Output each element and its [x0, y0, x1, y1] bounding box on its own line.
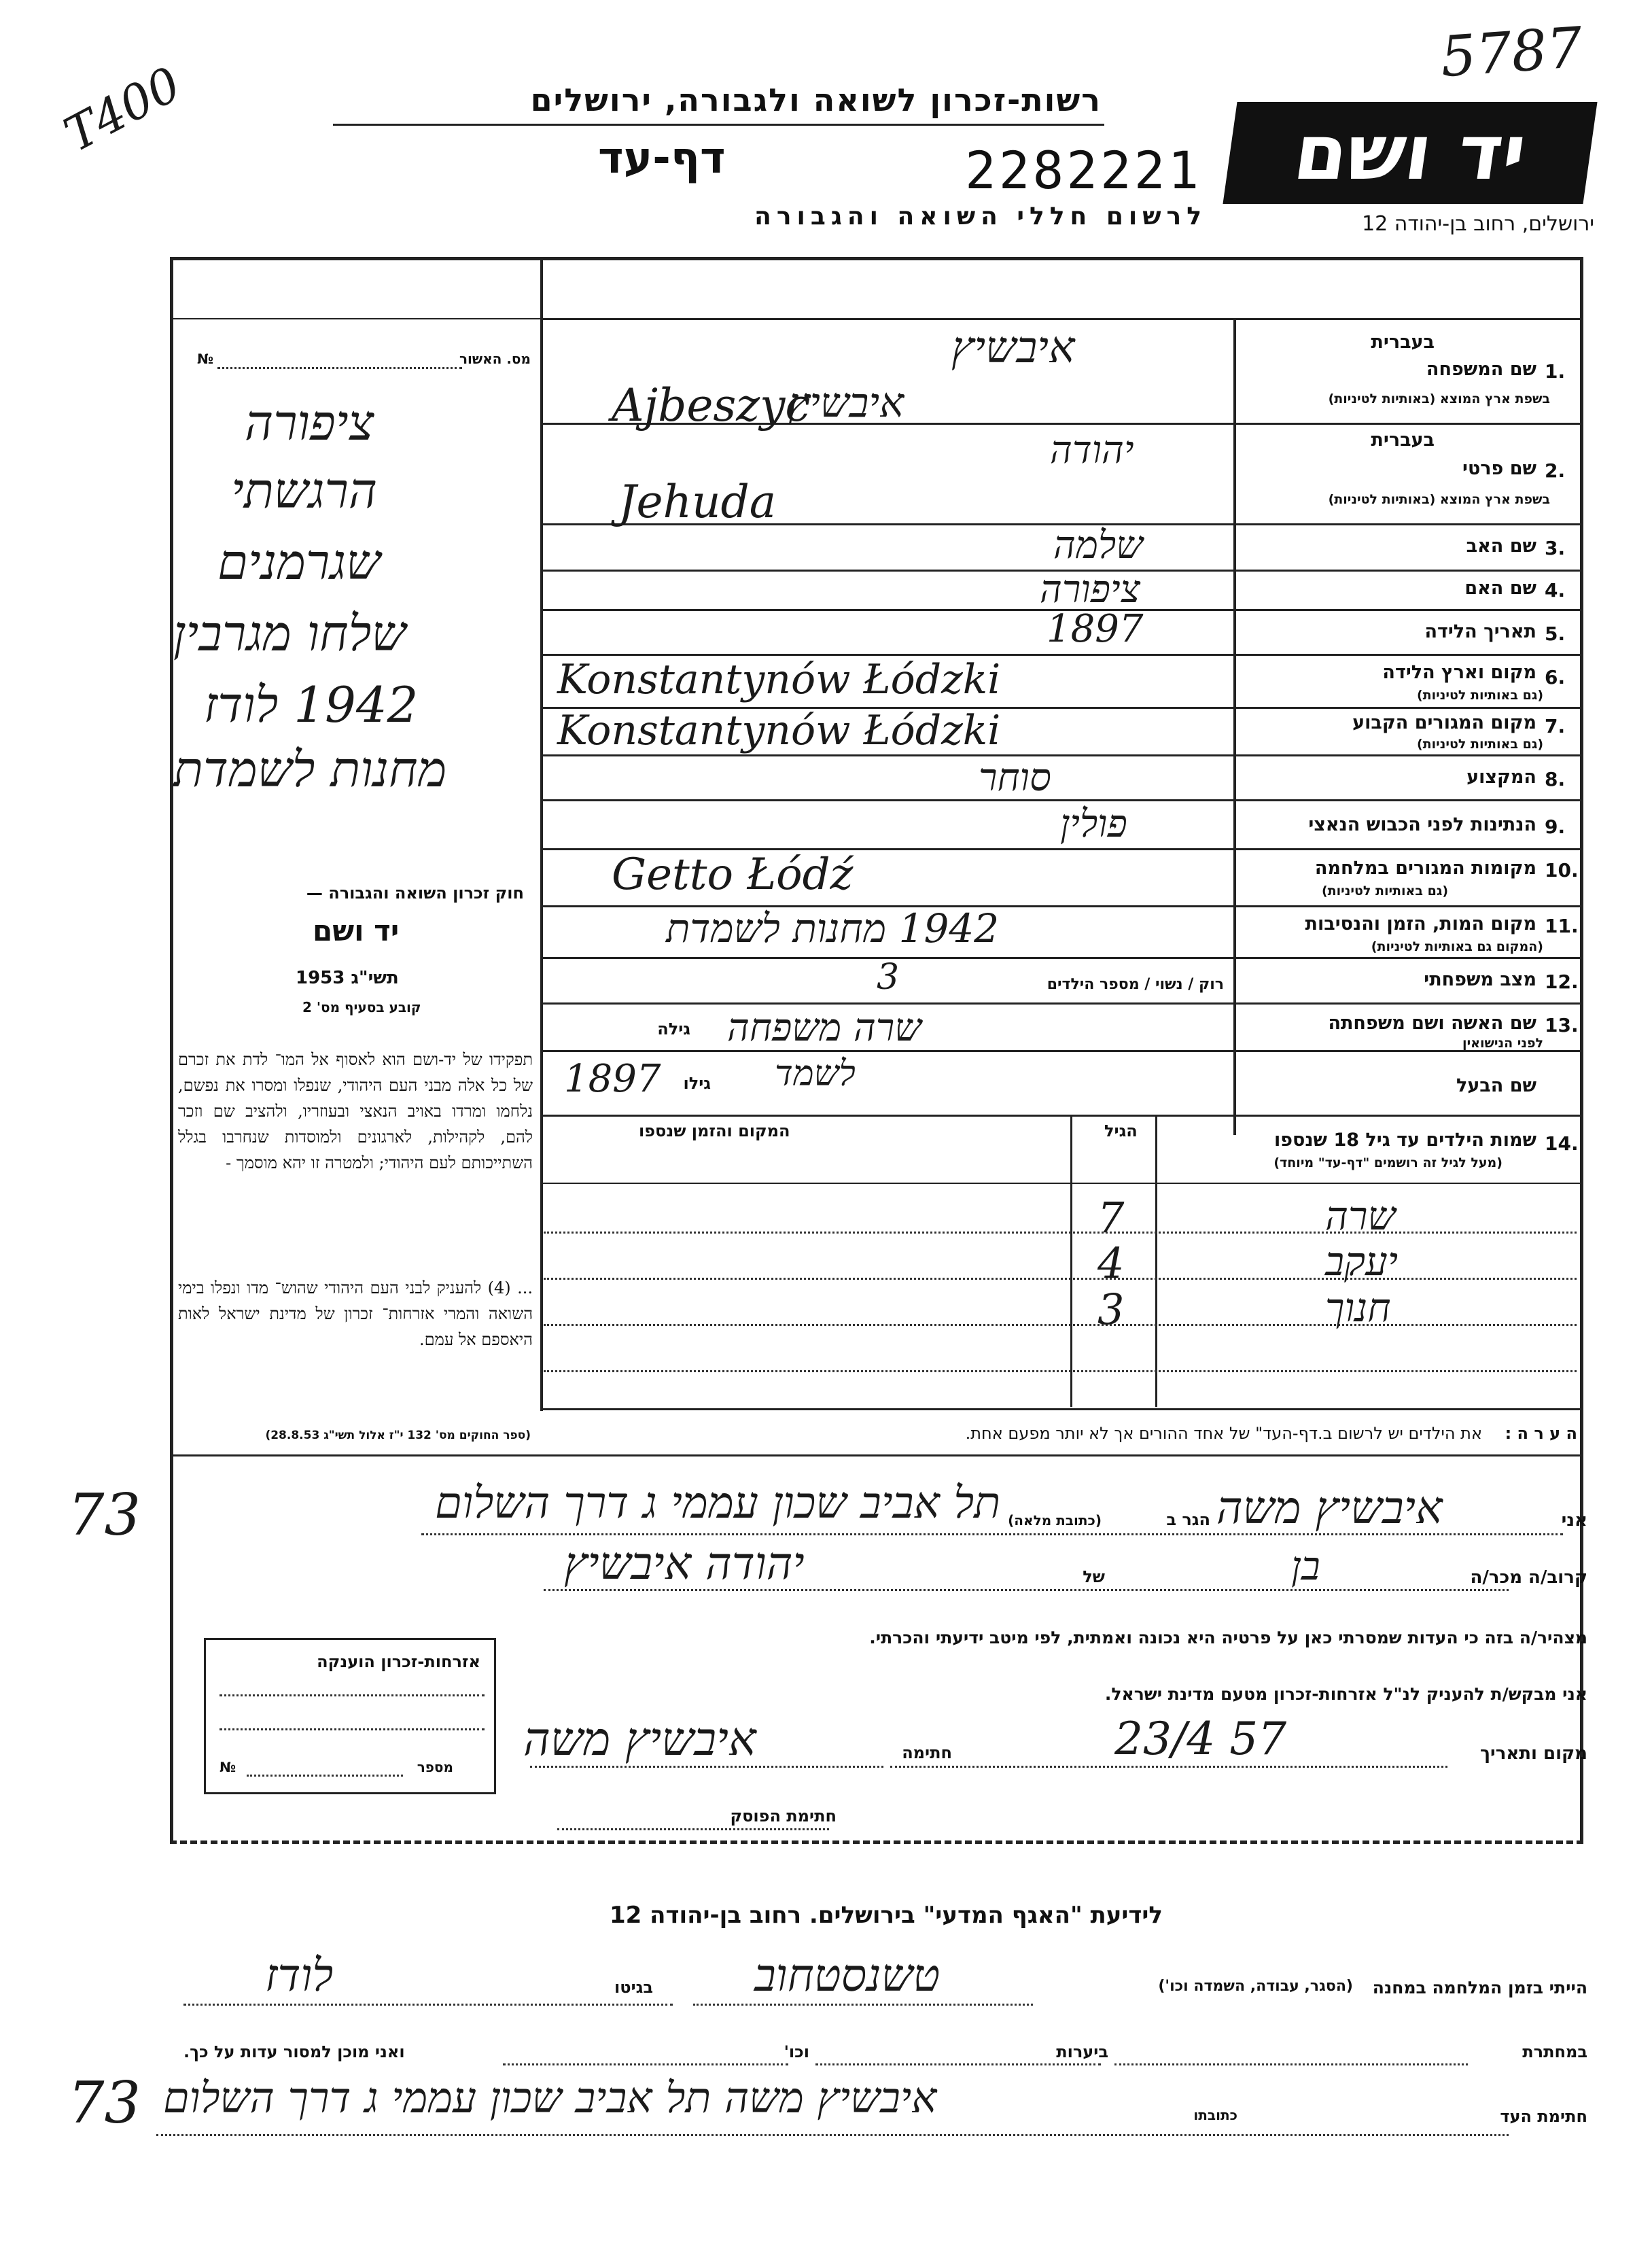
field-num-4: 4.: [1545, 579, 1566, 601]
field-label-father: שם האב: [1466, 536, 1536, 557]
hw-child-age-2: 4: [1097, 1238, 1125, 1288]
field-label-residence: מקום המגורים הקבוע: [1352, 712, 1536, 733]
hw-residence: Konstantynów Łódzki: [557, 707, 1001, 754]
bottom-line2-end: ואני מוכן למסור עדות על כך.: [183, 2042, 405, 2061]
hw-death: 1942 מחנות לשמדת: [666, 905, 1000, 952]
hw-bottom-ghetto: לודז: [265, 1949, 334, 2002]
field-sub-birthplace: (גם באותיות לטיניות): [1416, 688, 1543, 703]
hw-bottom-sign: איבשיץ משה תל אביב שכון עממי ג דרך השלום: [163, 2073, 937, 2123]
form-number: 2282221: [965, 140, 1202, 200]
field-label-profession: המקצוע: [1466, 767, 1536, 788]
field-num-2: 2.: [1545, 459, 1566, 482]
side-note-4: שלחו מגרבין: [173, 605, 406, 662]
law-name: יד ושם: [313, 914, 400, 947]
bottom-line1-paren: (הסגר, עבודה, השמדה וכו'): [1158, 1978, 1353, 1995]
approval-no: №: [197, 351, 214, 367]
hw-first-hebrew: יהודה: [1050, 428, 1134, 472]
field-label-first-name: שם פרטי: [1462, 458, 1536, 479]
frame-right: [1580, 257, 1583, 1840]
hw-nationality: פולין: [1060, 802, 1127, 846]
hw-husband-age: 1897: [564, 1057, 661, 1101]
citizenship-mark: №: [219, 1759, 236, 1775]
citizenship-box: [204, 1638, 496, 1794]
bottom-line3-prefix: חתימת העד: [1500, 2107, 1587, 2126]
decl-line1-mid: הגר ב: [1166, 1510, 1210, 1529]
family-status-options: רוק / נשוי / מספר הילדים: [1047, 976, 1224, 993]
field-sub-first-name: בשפת ארץ המוצא (באותיות לטיניות): [1328, 492, 1550, 507]
hw-mother: ציפורה: [1040, 568, 1141, 612]
signature-label: חתימה: [902, 1743, 952, 1762]
bottom-address-label: כתובתו: [1193, 2107, 1237, 2123]
decl-line1-paren: (כתובת מלאה): [1008, 1512, 1102, 1529]
hw-decl-name: איבשיץ משה: [1216, 1482, 1443, 1534]
hw-war-residence: Getto Łódź: [612, 850, 854, 900]
side-note-2: הרגשתי: [231, 462, 378, 519]
hw-child-age-1: 7: [1097, 1193, 1125, 1242]
field-label-mother: שם האם: [1464, 578, 1536, 599]
place-date-label: מקום ותאריך: [1480, 1743, 1587, 1764]
stamp-number: 5787: [1438, 15, 1585, 90]
field-sub-death: (המקום גם באותיות לטיניות): [1371, 939, 1543, 954]
decl-line3: מצהיר/ה בזה כי העדות שמסרתי כאן על פרטיה היא נכונה ואמתית, לפי מיטב ידיעתי והכרתי.: [869, 1628, 1587, 1647]
hw-husband-note: לשמד: [775, 1053, 856, 1094]
field-sub-wife: לפני הנישואין: [1462, 1036, 1543, 1051]
hw-decl-address: תל אביב שכון עממי ג דרך השלום: [435, 1478, 1001, 1529]
decl-num: 73: [68, 1482, 141, 1548]
wife-age-label: גילה: [657, 1019, 690, 1039]
hw-profession: סוחר: [979, 756, 1051, 800]
children-place-header: המקום והזמן שנספו: [639, 1121, 790, 1140]
frame-top: [170, 257, 1583, 260]
lang-hebrew-2: בעברית: [1371, 430, 1435, 451]
hw-birthplace: Konstantynów Łódzki: [557, 656, 1001, 703]
hw-child-name-1: שרה: [1325, 1193, 1396, 1239]
decider-sig-label: חתימת הפוסק: [730, 1807, 837, 1826]
field-label-birthplace: מקום וארץ הלידה: [1382, 662, 1536, 683]
note-text: את הילדים יש לרשום ב.דף-העד" של אחד ההורים אך לא יותר מפעם אחת.: [965, 1424, 1482, 1443]
bottom-etc: וכו': [784, 2042, 809, 2061]
hw-children-count: 3: [877, 957, 900, 998]
corner-note: T400: [55, 56, 190, 163]
field-sub-war-residence: (גם באותיות לטיניות): [1321, 884, 1448, 898]
hw-family-latin-heb: איבשיץ: [788, 379, 904, 427]
cut-line: [170, 1840, 1583, 1844]
field-num-13: 13.: [1545, 1014, 1579, 1036]
decl-line4: אני מבקש/ת להעניק לנ"ל אזרחות-זכרון מטעם מדינת ישראל.: [1104, 1684, 1587, 1704]
field-num-14: 14.: [1545, 1132, 1579, 1155]
frame-left: [170, 257, 173, 1840]
field-label-family-name: שם המשפחה: [1426, 359, 1536, 380]
field-label-wife: שם האשה ושם משפחתה: [1328, 1013, 1536, 1034]
field-num-5: 5.: [1545, 623, 1566, 645]
bottom-num: 73: [68, 2070, 141, 2136]
field-sub-children: (מעל לגיל זה רושמים "דף-עד" מיוחד): [1273, 1155, 1502, 1170]
field-num-12: 12.: [1545, 971, 1579, 993]
hw-wife: שרה משפחה: [727, 1006, 921, 1050]
side-note-1: ציפורה: [245, 394, 374, 451]
children-age-header: הגיל: [1104, 1121, 1138, 1140]
note-label: ה ע ר ה :: [1505, 1424, 1577, 1443]
hw-child-name-2: יעקב: [1325, 1238, 1399, 1285]
bottom-title: לידיעת "האגף המדעי" בירושלים. רחוב בן-יהודה 12: [609, 1902, 1163, 1929]
side-note-3: שגרמנים: [217, 534, 381, 591]
field-label-husband: שם הבעל: [1456, 1075, 1536, 1096]
law-ref: (ספר החוקים מס' 132 י"ז אלול תשי"ג 28.8.53): [265, 1429, 531, 1442]
citizenship-title: אזרחות-זכרון הוענקה: [317, 1652, 480, 1671]
bottom-line1-prefix: הייתי בזמן המלחמה במחנה: [1372, 1978, 1587, 1997]
decl-line1-prefix: אני: [1561, 1510, 1587, 1531]
field-num-1: 1.: [1545, 360, 1566, 383]
law-text-2: ... (4) להעניק לבני העם היהודי שהוש־ מדו ונפלו בימי השואה והמרי אזרחות־ זכרון של מדינת ישראל לאות היאספם אל עמם.: [178, 1278, 533, 1349]
field-label-death: מקום המות, הזמן והנסיבות: [1305, 913, 1536, 935]
hw-signature: איבשיץ משה: [523, 1713, 756, 1766]
hw-child-name-3: חנוך: [1325, 1285, 1391, 1331]
field-num-11: 11.: [1545, 915, 1579, 937]
decl-line2-prefix: קרוב/ה מכר/ה: [1470, 1567, 1587, 1588]
field-num-8: 8.: [1545, 768, 1566, 790]
hw-father: שלמה: [1053, 523, 1143, 568]
hw-bottom-camp: טשנסטחוב: [754, 1949, 941, 2002]
hw-first-latin: Jehuda: [618, 476, 777, 528]
address: ירושלים, רחוב בן-יהודה 12: [1362, 212, 1594, 236]
law-text: תפקידו של יד-ושם הוא לאסוף אל המו־ לדת את זכרם של כל אלה מבני העם היהודי, שנפלו ומסרו את נפשם, נלחמו ומרדו באויב הנאצי ובעוזריו, ולהציב שם וזכר להם, לקהילות, לארגונים ולמוסדות שנחרבו בגלל השתייכותם לעם היהודי; ולמטרה זו יהא מוסמך -: [178, 1050, 533, 1172]
field-label-birthdate: תאריך הלידה: [1424, 621, 1536, 642]
sidebar-divider: [540, 257, 543, 1411]
bottom-ghetto-label: בגיטו: [614, 1978, 653, 1997]
authority-title: רשות-זכרון לשואה ולגבורה, ירושלים: [530, 82, 1102, 118]
hw-relation: בן: [1291, 1543, 1320, 1589]
husband-age-label: גילו: [683, 1074, 711, 1093]
field-label-nationality: הנתינות לפני הכבוש הנאצי: [1308, 814, 1536, 835]
law-year: תשי"ג 1953: [296, 968, 399, 988]
law-clause: קובע בסעיף מס' 2: [302, 999, 421, 1015]
field-label-family-status: מצב משפחתי: [1424, 969, 1536, 990]
field-sub-family-name: בשפת ארץ המוצא (באותיות לטיניות): [1328, 391, 1550, 406]
field-label-children: שמות הילדים עד גיל 18 שנספו: [1273, 1130, 1536, 1151]
field-num-10: 10.: [1545, 859, 1579, 882]
decl-line2-of: של: [1083, 1567, 1105, 1586]
hw-date: 23/4 57: [1114, 1713, 1287, 1765]
field-label-war-residence: מקומות המגורים במלחמה: [1314, 858, 1536, 879]
hw-family-hebrew: איבשיץ: [951, 323, 1075, 373]
hw-child-age-3: 3: [1097, 1285, 1125, 1334]
approval-label: מס. האשור: [459, 351, 531, 367]
citizenship-no: מספר: [417, 1759, 453, 1775]
form-title: דף-עד: [598, 133, 726, 184]
side-note-5: 1942 לודז: [204, 676, 419, 733]
bottom-forest: ביערות: [1056, 2042, 1108, 2061]
hw-family-latin: Ajbeszyc: [612, 379, 811, 432]
law-title: חוק זכרון השואה והגבורה —: [306, 884, 524, 903]
logo: יד ושם: [1223, 102, 1597, 204]
label-divider: [1233, 319, 1236, 1135]
field-num-9: 9.: [1545, 816, 1566, 838]
field-num-7: 7.: [1545, 715, 1566, 737]
side-note-6: מחנות לשמדת: [173, 741, 447, 798]
field-num-3: 3.: [1545, 537, 1566, 559]
field-sub-residence: (גם באותיות לטיניות): [1416, 737, 1543, 752]
form-subtitle: לרשום חללי השואה והגבורה: [754, 203, 1207, 230]
field-num-6: 6.: [1545, 666, 1566, 688]
bottom-line2-prefix: במחתרת: [1522, 2042, 1587, 2061]
hw-relation-of: יהודה איבשיץ: [564, 1537, 805, 1590]
hw-birthdate: 1897: [1047, 607, 1144, 651]
lang-hebrew-1: בעברית: [1371, 332, 1435, 353]
